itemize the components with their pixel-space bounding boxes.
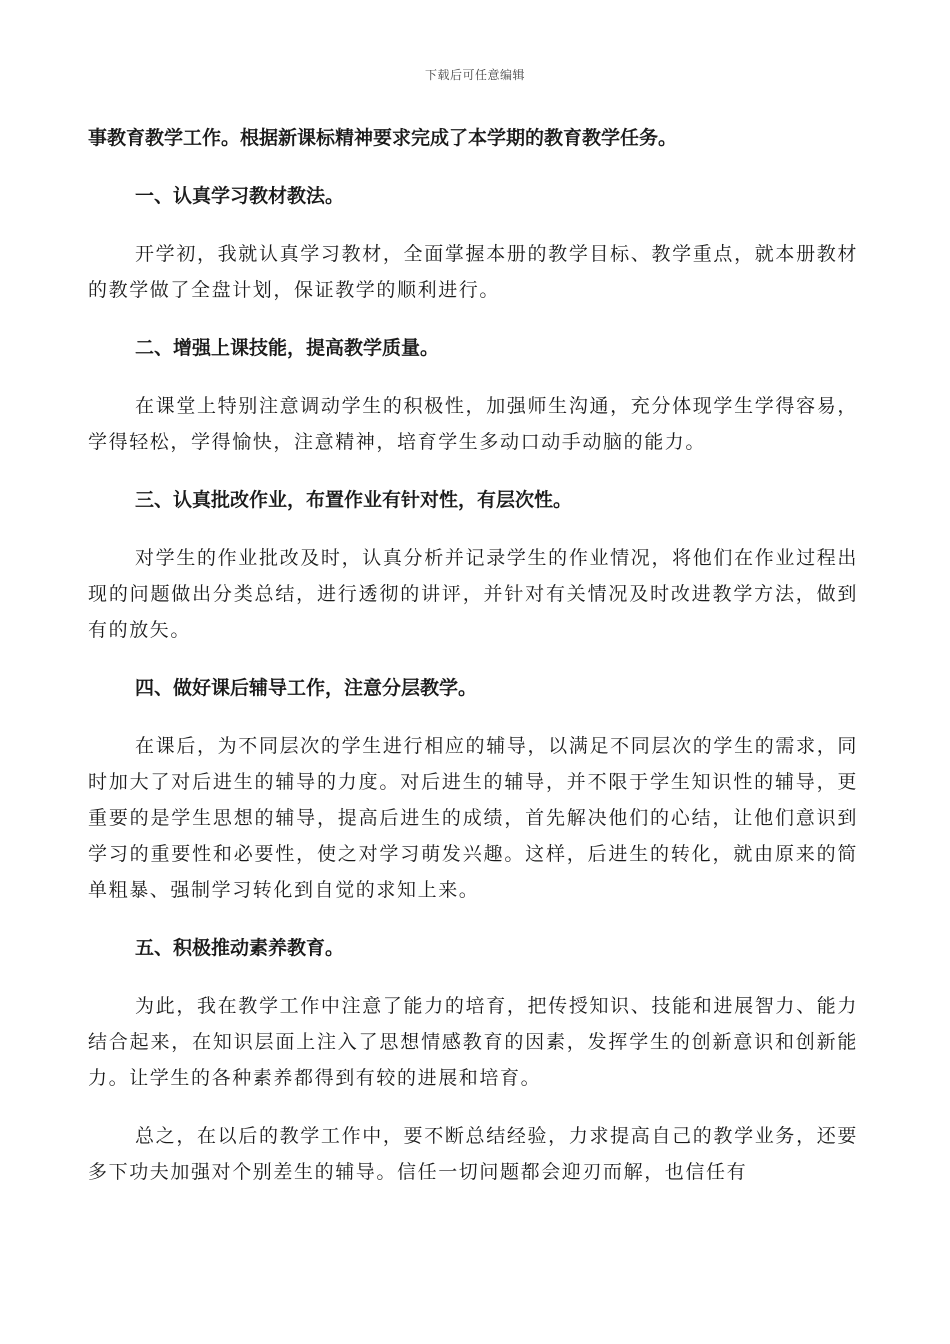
section-heading: 四、做好课后辅导工作，注意分层教学。 bbox=[135, 677, 478, 699]
section-3 bbox=[88, 482, 858, 648]
section-1 bbox=[88, 178, 858, 308]
section-heading: 二、增强上课技能，提高教学质量。 bbox=[135, 337, 440, 359]
section-heading: 五、积极推动素养教育。 bbox=[135, 937, 345, 959]
section-paragraph: 对学生的作业批改及时，认真分析并记录学生的作业情况，将他们在作业过程出现的问题做出分类总结，进行透彻的讲评，并针对有关情况及时改进教学方法，做到有的放矢。 bbox=[88, 547, 858, 641]
section-heading: 一、认真学习教材教法。 bbox=[135, 185, 345, 207]
document-body bbox=[88, 120, 858, 1212]
section-paragraph: 开学初，我就认真学习教材，全面掌握本册的教学目标、教学重点，就本册教材的教学做了全盘计划，保证教学的顺利进行。 bbox=[88, 243, 858, 301]
section-4 bbox=[88, 670, 858, 908]
section-2 bbox=[88, 330, 858, 460]
section-paragraph: 在课堂上特别注意调动学生的积极性，加强师生沟通，充分体现学生学得容易，学得轻松，学得愉快，注意精神，培育学生多动口动手动脑的能力。 bbox=[88, 395, 858, 453]
lead-line: 事教育教学工作。根据新课标精神要求完成了本学期的教育教学任务。 bbox=[88, 127, 678, 149]
section-5 bbox=[88, 930, 858, 1190]
closing-paragraph: 总之，在以后的教学工作中，要不断总结经验，力求提高自己的教学业务，还要多下功夫加强对个别差生的辅导。信任一切问题都会迎刃而解，也信任有 bbox=[88, 1125, 858, 1183]
header-note: 下载后可任意编辑 bbox=[424, 68, 525, 82]
section-paragraph: 在课后，为不同层次的学生进行相应的辅导，以满足不同层次的学生的需求，同时加大了对后进生的辅导的力度。对后进生的辅导，并不限于学生知识性的辅导，更重要的是学生思想的辅导，提高后进生的成绩，首先解决他们的心结，让他们意识到学习的重要性和必要性，使之对学习萌发兴趣。这样，后进生的转化，就由原来的简单粗暴、强制学习转化到自觉的求知上来。 bbox=[88, 735, 858, 901]
section-heading: 三、认真批改作业，布置作业有针对性，有层次性。 bbox=[135, 489, 573, 511]
section-paragraph: 为此，我在教学工作中注意了能力的培育，把传授知识、技能和进展智力、能力结合起来，在知识层面上注入了思想情感教育的因素，发挥学生的创新意识和创新能力。让学生的各种素养都得到有较的进展和培育。 bbox=[88, 995, 858, 1089]
